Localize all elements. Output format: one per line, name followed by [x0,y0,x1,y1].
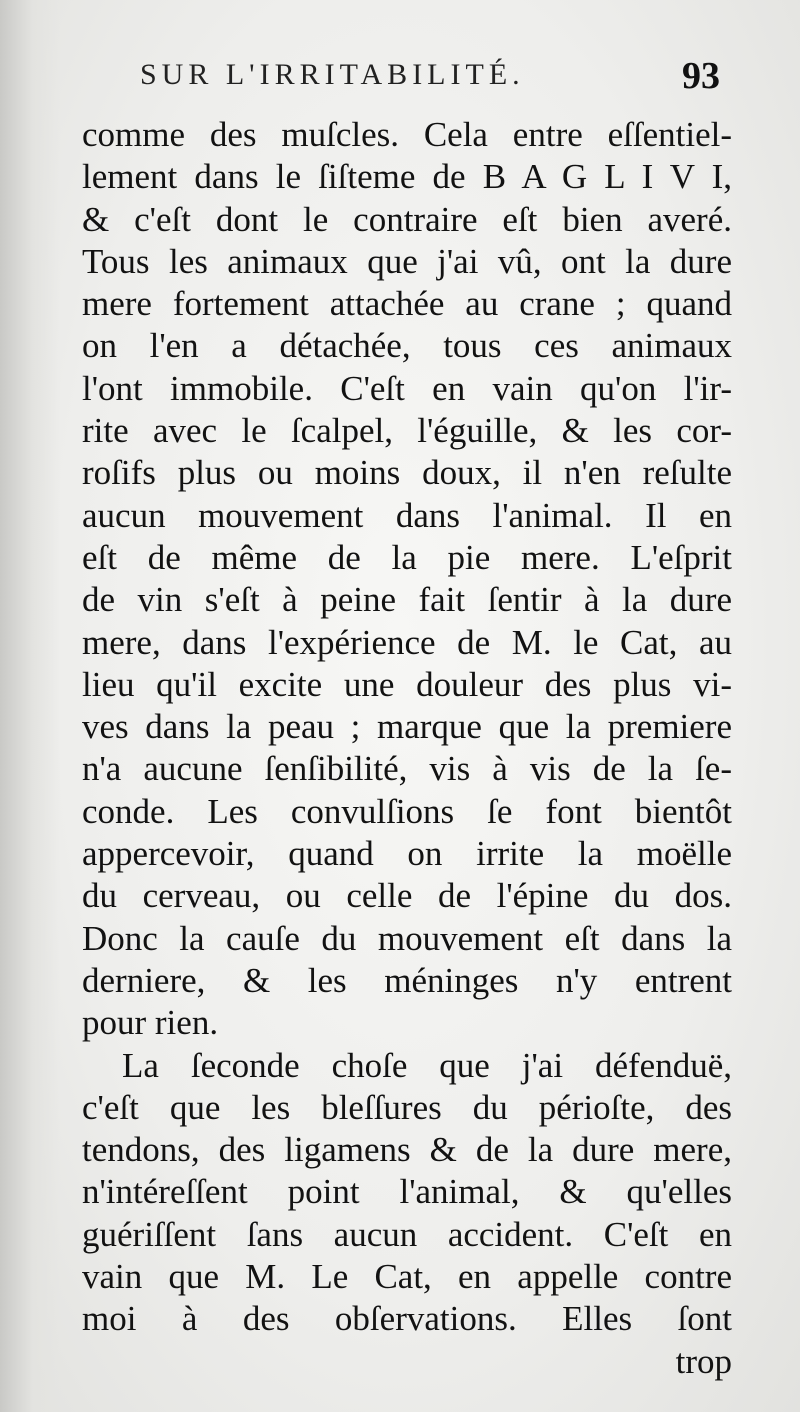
text-line: mere fortement attachée au crane ; quand [82,284,732,324]
text-line: Tous les animaux que j'ai vû, ont la dure [82,241,732,281]
text-line: de vin s'eſt à peine fait ſentir à la dure [82,580,732,620]
text-line: n'a aucune ſenſibilité, vis à vis de la ſe- [82,749,732,789]
text-line: comme des muſcles. Cela entre eſſentiel- [82,115,732,154]
text-line: moi à des obſervations. Elles ſont [82,1299,732,1339]
page-number: 93 [682,55,720,97]
page-gutter-shadow [0,0,60,1412]
text-line: tendons, des ligamens & de la dure mere, [82,1130,732,1170]
text-line: Donc la cauſe du mouvement eſt dans la [82,918,732,958]
text-line: on l'en a détachée, tous ces animaux [82,326,732,366]
text-line: conde. Les convulſions ſe font bientôt [82,791,732,831]
running-head: SUR L'IRRITABILITÉ. [140,58,525,91]
text-line: lieu qu'il excite une douleur des plus vi- [82,664,732,704]
text-line: eſt de même de la pie mere. L'eſprit [82,537,732,577]
page-header [140,55,720,98]
text-line: mere, dans l'expérience de M. le Cat, au [82,622,732,662]
text-line: du cerveau, ou celle de l'épine du dos. [82,876,732,916]
text-line: guériſſent ſans aucun accident. C'eſt en [82,1214,732,1254]
text-line: La ſeconde choſe que j'ai défenduë, [122,1045,732,1085]
text-line: derniere, & les méninges n'y entrent [82,960,732,1000]
body-text [82,114,732,1383]
text-line: aucun mouvement dans l'animal. Il en [82,495,732,535]
text-line: lement dans le ſiſteme de B A G L I V I, [82,157,732,197]
text-line: pour rien. [82,1003,219,1043]
text-line: n'intéreſſent point l'animal, & qu'elles [82,1172,732,1212]
text-line: vain que M. Le Cat, en appelle contre [82,1257,732,1297]
catchword: trop [675,1341,732,1381]
text-line: ves dans la peau ; marque que la premiere [82,707,732,747]
text-line: c'eſt que les bleſſures du périoſte, des [82,1087,732,1127]
text-line: roſifs plus ou moins doux, il n'en reſulte [82,453,732,493]
text-line: rite avec le ſcalpel, l'éguille, & les cor- [82,411,732,451]
text-line: & c'eſt dont le contraire eſt bien averé. [82,199,732,239]
text-line: l'ont immobile. C'eſt en vain qu'on l'ir- [82,368,732,408]
text-line: appercevoir, quand on irrite la moëlle [82,834,732,874]
